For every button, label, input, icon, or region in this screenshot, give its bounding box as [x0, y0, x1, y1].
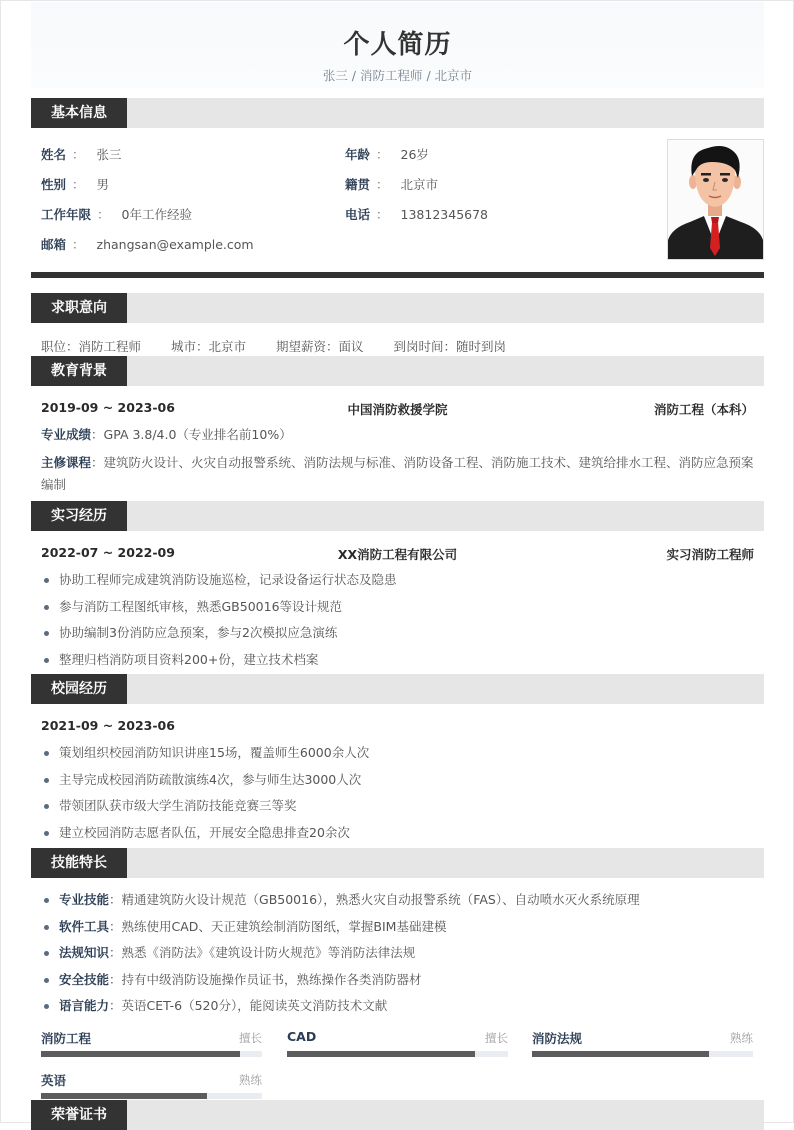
info-value: 13812345678: [400, 207, 489, 222]
list-item: 安全技能：持有中级消防设施操作员证书，熟练操作各类消防器材: [41, 971, 754, 998]
skill-label: 专业技能: [59, 892, 110, 907]
courses-label: 主修课程: [41, 455, 92, 470]
page-title: 个人简历: [343, 30, 452, 60]
list-item: 带领团队获市级大学生消防技能竞赛三等奖: [41, 797, 754, 824]
education-header-row: [41, 400, 754, 418]
campus-header-row: [41, 718, 754, 736]
section-title: 教育背景: [31, 356, 127, 386]
skill-name: 消防工程: [41, 1031, 92, 1046]
info-label: 邮箱: [41, 237, 67, 252]
job-intent: [41, 337, 532, 355]
intent-availability: 到岗时间：随时到岗: [393, 339, 507, 354]
info-value: 男: [96, 177, 110, 192]
skill-level: 熟练: [730, 1031, 753, 1045]
education-major: 消防工程（本科）: [653, 402, 754, 417]
info-age: 年龄 ： 26岁: [345, 147, 429, 162]
info-value: zhangsan@example.com: [96, 237, 254, 252]
skill-name: 消防法规: [532, 1031, 583, 1046]
resume-header: [31, 2, 764, 88]
info-value: 张三: [96, 147, 122, 162]
skill-name: CAD: [287, 1029, 317, 1044]
gpa-label: 专业成绩: [41, 427, 92, 442]
info-experience: 工作年限 ： 0年工作经验: [41, 207, 192, 222]
skill-progress-track: [41, 1051, 262, 1057]
education-period: 2019-09 ~ 2023-06: [41, 400, 175, 415]
info-phone: 电话 ： 13812345678: [345, 207, 489, 222]
section-title: 实习经历: [31, 501, 127, 531]
section-header-education: [31, 356, 764, 386]
section-header-intent: [31, 293, 764, 323]
skill-bar-0: [41, 1029, 262, 1069]
education-courses: [41, 452, 754, 496]
info-label: 电话: [345, 207, 371, 222]
info-gender: 性别 ： 男: [41, 177, 110, 192]
skill-level: 擅长: [485, 1031, 508, 1045]
section-title: 荣誉证书: [31, 1100, 127, 1130]
section-title: 技能特长: [31, 848, 127, 878]
section-title: 求职意向: [31, 293, 127, 323]
list-item: 语言能力：英语CET-6（520分），能阅读英文消防技术文献: [41, 997, 754, 1024]
list-item: 协助编制3份消防应急预案，参与2次模拟应急演练: [41, 624, 754, 651]
skill-level: 熟练: [239, 1073, 262, 1087]
skill-label: 法规知识: [59, 945, 110, 960]
list-item: 策划组织校园消防知识讲座15场，覆盖师生6000余人次: [41, 744, 754, 771]
avatar-illustration-icon: [668, 140, 763, 259]
info-name: 姓名 ： 张三: [41, 147, 122, 162]
section-header-internship: [31, 501, 764, 531]
education-gpa: [41, 424, 754, 446]
skill-label: 安全技能: [59, 971, 110, 987]
list-item: 整理归档消防项目资料200+份，建立技术档案: [41, 651, 754, 678]
info-label: 籍贯: [345, 177, 371, 192]
info-label: 工作年限: [41, 207, 92, 222]
courses-value: ：建筑防火设计、火灾自动报警系统、消防法规与标准、消防设备工程、消防施工技术、建筑给排水工程、消防应急预案编制: [41, 455, 754, 492]
section-header-basic: [31, 98, 764, 128]
intent-position: 职位：消防工程师: [41, 339, 142, 354]
skills-list: [41, 891, 754, 1024]
campus-list: [41, 744, 754, 850]
info-label: 年龄: [345, 147, 371, 162]
avatar-photo: [667, 139, 764, 260]
list-item: 建立校园消防志愿者队伍，开展安全隐患排查20余次: [41, 824, 754, 851]
info-hometown: 籍贯 ： 北京市: [345, 177, 439, 192]
internship-period: 2022-07 ~ 2022-09: [41, 545, 175, 560]
list-item: 参与消防工程图纸审核，熟悉GB50016等设计规范: [41, 598, 754, 625]
skill-progress-fill: [41, 1093, 207, 1099]
internship-list: [41, 571, 754, 677]
skill-progress-track: [532, 1051, 753, 1057]
info-value: 0年工作经验: [121, 207, 192, 222]
list-item: 主导完成校园消防疏散演练4次，参与师生达3000人次: [41, 771, 754, 798]
section-title: 校园经历: [31, 674, 127, 704]
info-value: 北京市: [400, 177, 439, 192]
skill-progress-track: [41, 1093, 262, 1099]
skill-bar-2: [532, 1029, 753, 1069]
intent-city: 城市：北京市: [171, 339, 247, 354]
gpa-value: ：GPA 3.8/4.0（专业排名前10%）: [91, 427, 292, 442]
internship-role: 实习消防工程师: [666, 547, 754, 562]
resume-page: [31, 0, 764, 1123]
info-email: 邮箱 ： zhangsan@example.com: [41, 237, 254, 252]
skill-label: 软件工具: [59, 918, 110, 934]
section-divider: [31, 272, 764, 278]
campus-period: 2021-09 ~ 2023-06: [41, 718, 175, 733]
info-label: 姓名: [41, 147, 67, 162]
list-item: 专业技能：精通建筑防火设计规范（GB50016），熟悉火灾自动报警系统（FAS）、自动喷水灭火系统原理: [41, 891, 754, 918]
section-header-skills: [31, 848, 764, 878]
education-school: 中国消防救援学院: [347, 402, 448, 417]
skill-progress-fill: [41, 1051, 240, 1057]
skill-progress-fill: [532, 1051, 709, 1057]
internship-company: XX消防工程有限公司: [337, 547, 458, 562]
list-item: 协助工程师完成建筑消防设施巡检，记录设备运行状态及隐患: [41, 571, 754, 598]
list-item: 软件工具：熟练使用CAD、天正建筑绘制消防图纸，掌握BIM基础建模: [41, 918, 754, 945]
intent-salary: 期望薪资：面议: [276, 339, 364, 354]
skill-name: 英语: [41, 1073, 67, 1088]
info-label: 性别: [41, 177, 67, 192]
skill-progress-fill: [287, 1051, 475, 1057]
section-header-campus: [31, 674, 764, 704]
page-subtitle: 张三 / 消防工程师 / 北京市: [322, 68, 473, 83]
info-value: 26岁: [400, 147, 429, 162]
list-item: 法规知识：熟悉《消防法》《建筑设计防火规范》等消防法律法规: [41, 944, 754, 971]
section-title: 基本信息: [31, 98, 127, 128]
section-header-honors: [31, 1100, 764, 1130]
internship-header-row: [41, 545, 754, 563]
skill-bar-1: [287, 1029, 508, 1069]
skill-label: 语言能力: [59, 998, 110, 1013]
skill-level: 擅长: [239, 1031, 262, 1045]
skill-progress-track: [287, 1051, 508, 1057]
